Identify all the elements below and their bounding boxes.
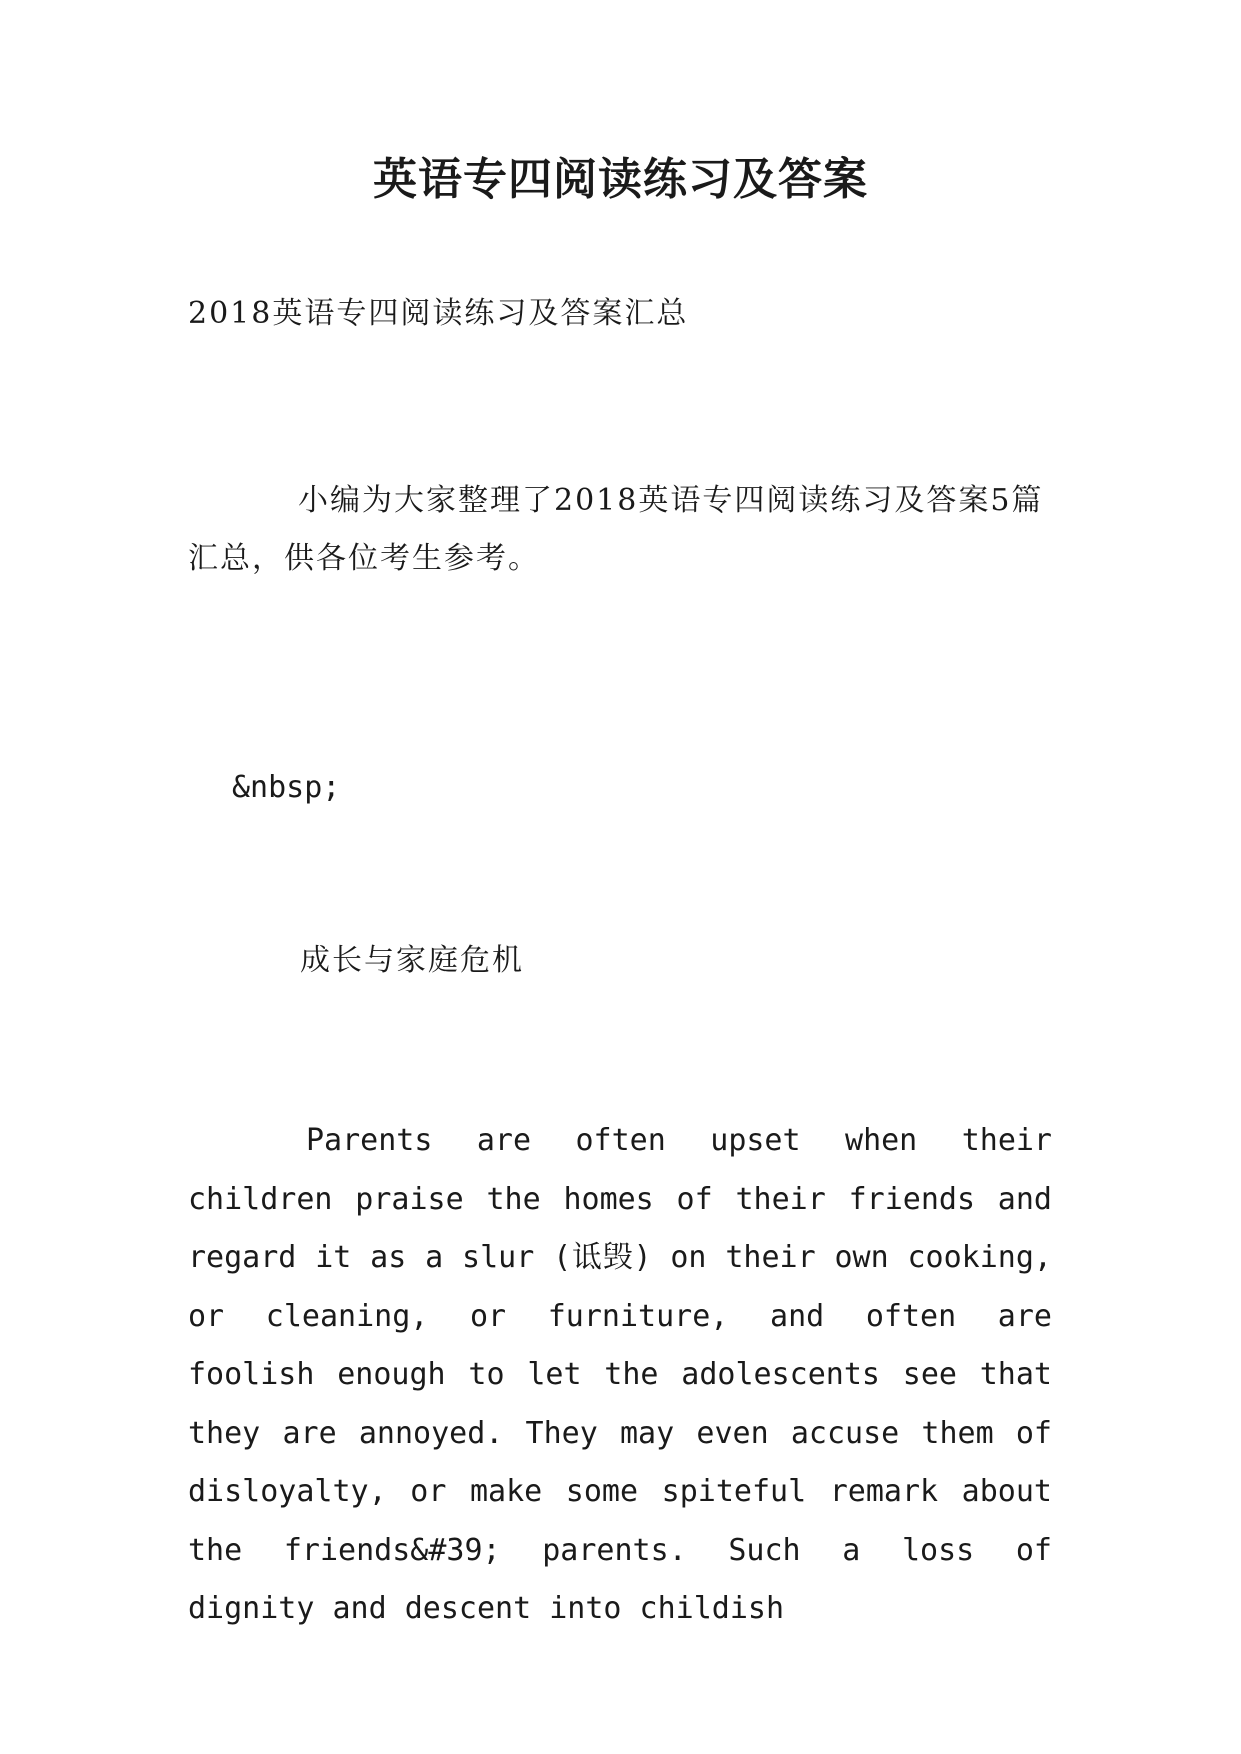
nbsp-entity-text: &nbsp;	[232, 770, 341, 805]
document-subtitle: 2018英语专四阅读练习及答案汇总	[188, 296, 689, 331]
section-heading: 成长与家庭危机	[300, 943, 524, 978]
document-title: 英语专四阅读练习及答案	[373, 154, 868, 205]
intro-paragraph: 小编为大家整理了2018英语专四阅读练习及答案5篇汇总，供各位考生参考。	[188, 483, 1044, 576]
reading-passage: Parents are often upset when their children praise the homes of their friends and regard it as a slur (诋毁) on their own cooking, or cleaning, or furniture, and often are foolish enough to let the adolescents see that they are annoyed. They may even accuse them of disloyalty, or make some spiteful remark about the friends&#39; parents. Such a loss of dignity and descent into childish	[188, 1123, 1052, 1626]
